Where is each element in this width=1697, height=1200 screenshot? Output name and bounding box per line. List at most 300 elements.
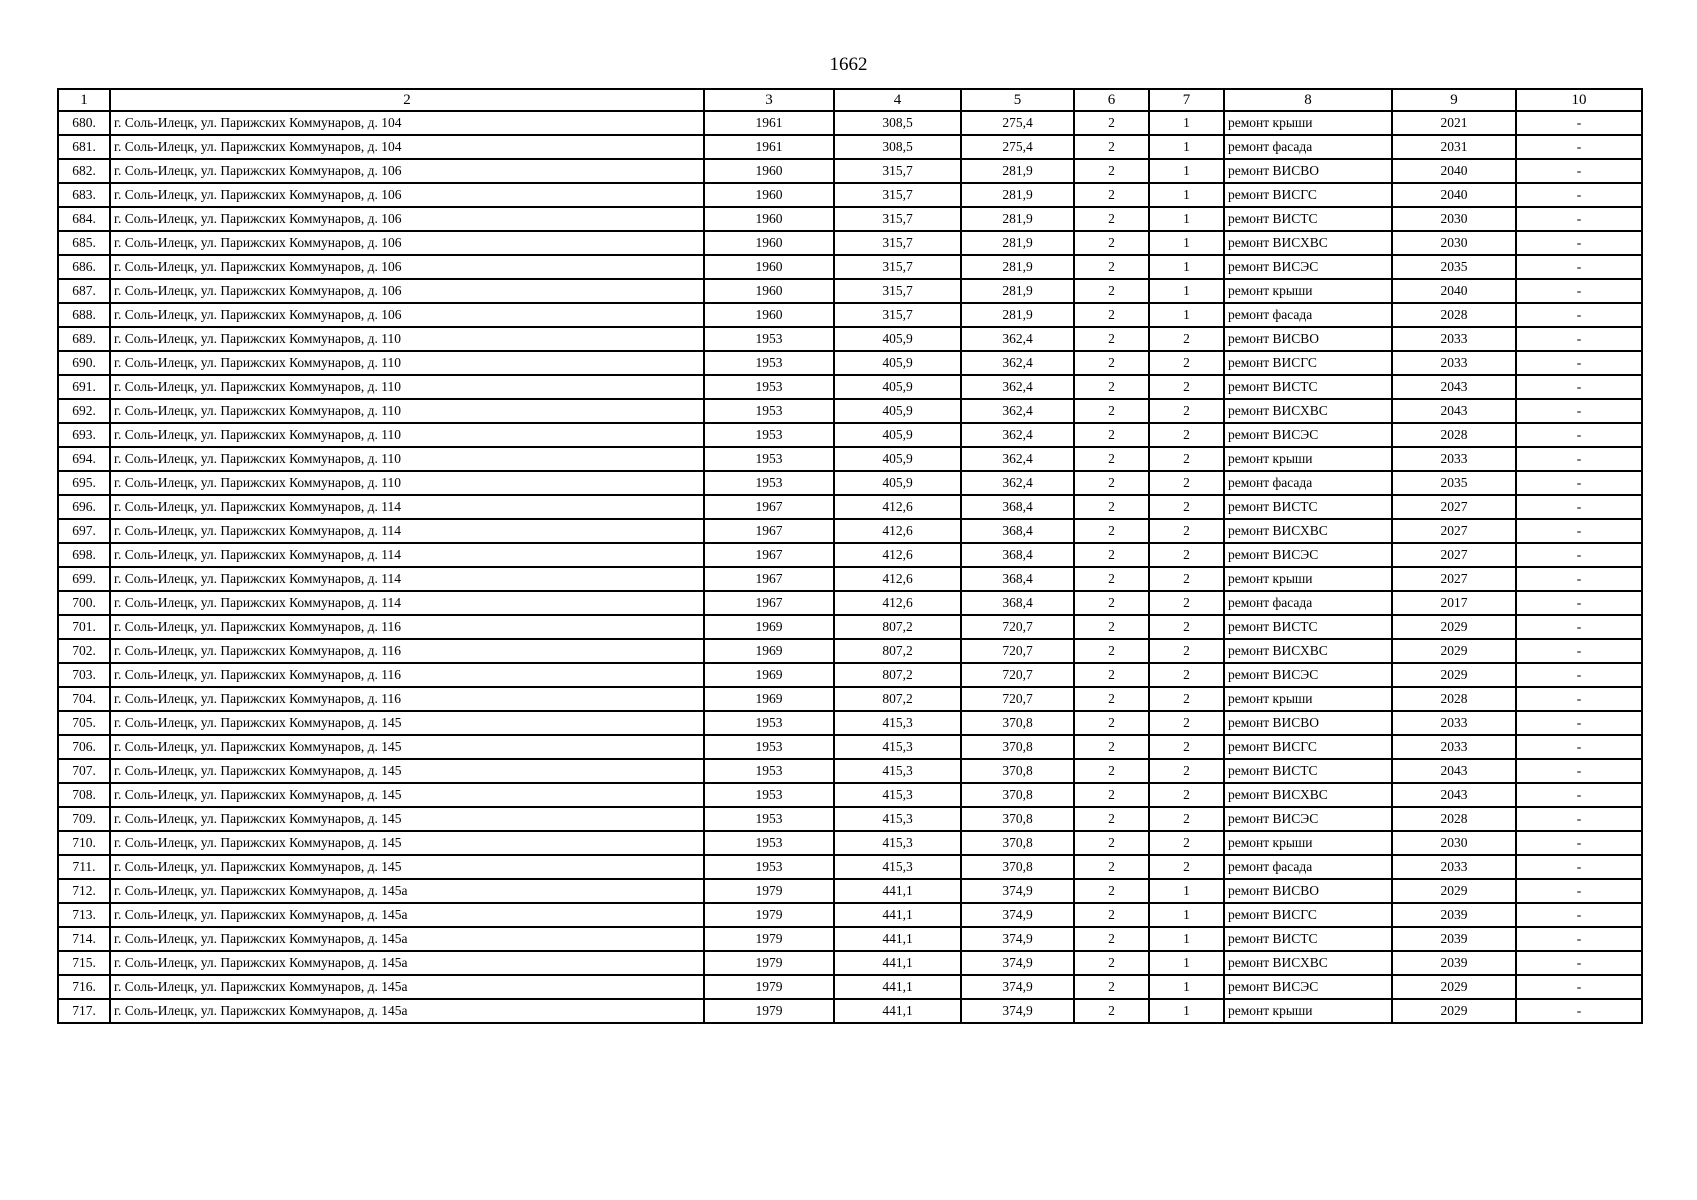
- planned-year-cell: 2040: [1392, 279, 1516, 303]
- row-number-cell: 680.: [58, 111, 110, 135]
- work-type-cell: ремонт ВИСГС: [1224, 735, 1392, 759]
- address-cell: г. Соль-Илецк, ул. Парижских Коммунаров, д. 114: [110, 567, 704, 591]
- work-type-cell: ремонт ВИСЭС: [1224, 807, 1392, 831]
- row-number-cell: 689.: [58, 327, 110, 351]
- living-area-cell: 374,9: [961, 951, 1074, 975]
- planned-year-cell: 2033: [1392, 351, 1516, 375]
- entrances-cell: 2: [1149, 543, 1224, 567]
- planned-year-cell: 2021: [1392, 111, 1516, 135]
- address-cell: г. Соль-Илецк, ул. Парижских Коммунаров, д. 106: [110, 231, 704, 255]
- work-type-cell: ремонт крыши: [1224, 999, 1392, 1023]
- entrances-cell: 2: [1149, 735, 1224, 759]
- entrances-cell: 2: [1149, 855, 1224, 879]
- column-header-8: 8: [1224, 89, 1392, 111]
- row-number-cell: 695.: [58, 471, 110, 495]
- address-cell: г. Соль-Илецк, ул. Парижских Коммунаров, д. 106: [110, 183, 704, 207]
- planned-year-cell: 2043: [1392, 399, 1516, 423]
- row-number-cell: 703.: [58, 663, 110, 687]
- floors-cell: 2: [1074, 351, 1149, 375]
- floors-cell: 2: [1074, 423, 1149, 447]
- planned-year-cell: 2033: [1392, 711, 1516, 735]
- work-type-cell: ремонт ВИСТС: [1224, 759, 1392, 783]
- floors-cell: 2: [1074, 639, 1149, 663]
- note-cell: -: [1516, 855, 1642, 879]
- floors-cell: 2: [1074, 255, 1149, 279]
- row-number-cell: 705.: [58, 711, 110, 735]
- table-row: [58, 591, 1642, 615]
- row-number-cell: 682.: [58, 159, 110, 183]
- floors-cell: 2: [1074, 591, 1149, 615]
- note-cell: -: [1516, 111, 1642, 135]
- year-built-cell: 1960: [704, 303, 834, 327]
- total-area-cell: 415,3: [834, 831, 961, 855]
- work-type-cell: ремонт крыши: [1224, 831, 1392, 855]
- address-cell: г. Соль-Илецк, ул. Парижских Коммунаров, д. 106: [110, 303, 704, 327]
- entrances-cell: 1: [1149, 903, 1224, 927]
- total-area-cell: 441,1: [834, 879, 961, 903]
- row-number-cell: 693.: [58, 423, 110, 447]
- column-header-9: 9: [1392, 89, 1516, 111]
- note-cell: -: [1516, 207, 1642, 231]
- year-built-cell: 1979: [704, 879, 834, 903]
- entrances-cell: 1: [1149, 255, 1224, 279]
- year-built-cell: 1967: [704, 591, 834, 615]
- total-area-cell: 807,2: [834, 663, 961, 687]
- planned-year-cell: 2033: [1392, 735, 1516, 759]
- entrances-cell: 2: [1149, 591, 1224, 615]
- total-area-cell: 315,7: [834, 207, 961, 231]
- year-built-cell: 1953: [704, 399, 834, 423]
- year-built-cell: 1953: [704, 375, 834, 399]
- total-area-cell: 405,9: [834, 471, 961, 495]
- floors-cell: 2: [1074, 783, 1149, 807]
- planned-year-cell: 2040: [1392, 159, 1516, 183]
- total-area-cell: 315,7: [834, 159, 961, 183]
- row-number-cell: 690.: [58, 351, 110, 375]
- entrances-cell: 2: [1149, 327, 1224, 351]
- floors-cell: 2: [1074, 135, 1149, 159]
- total-area-cell: 415,3: [834, 735, 961, 759]
- planned-year-cell: 2029: [1392, 879, 1516, 903]
- living-area-cell: 281,9: [961, 279, 1074, 303]
- planned-year-cell: 2039: [1392, 951, 1516, 975]
- year-built-cell: 1960: [704, 255, 834, 279]
- floors-cell: 2: [1074, 327, 1149, 351]
- total-area-cell: 315,7: [834, 303, 961, 327]
- living-area-cell: 281,9: [961, 207, 1074, 231]
- total-area-cell: 315,7: [834, 255, 961, 279]
- year-built-cell: 1960: [704, 159, 834, 183]
- work-type-cell: ремонт ВИСЭС: [1224, 975, 1392, 999]
- planned-year-cell: 2028: [1392, 303, 1516, 327]
- living-area-cell: 370,8: [961, 807, 1074, 831]
- table-row: [58, 231, 1642, 255]
- address-cell: г. Соль-Илецк, ул. Парижских Коммунаров, д. 145: [110, 759, 704, 783]
- planned-year-cell: 2031: [1392, 135, 1516, 159]
- total-area-cell: 412,6: [834, 519, 961, 543]
- total-area-cell: 405,9: [834, 327, 961, 351]
- living-area-cell: 368,4: [961, 567, 1074, 591]
- repair-schedule-table: [57, 88, 1643, 1024]
- note-cell: -: [1516, 951, 1642, 975]
- note-cell: -: [1516, 687, 1642, 711]
- year-built-cell: 1960: [704, 183, 834, 207]
- planned-year-cell: 2039: [1392, 903, 1516, 927]
- total-area-cell: 405,9: [834, 351, 961, 375]
- living-area-cell: 374,9: [961, 927, 1074, 951]
- floors-cell: 2: [1074, 375, 1149, 399]
- address-cell: г. Соль-Илецк, ул. Парижских Коммунаров, д. 116: [110, 663, 704, 687]
- row-number-cell: 696.: [58, 495, 110, 519]
- note-cell: -: [1516, 663, 1642, 687]
- planned-year-cell: 2028: [1392, 687, 1516, 711]
- planned-year-cell: 2030: [1392, 831, 1516, 855]
- entrances-cell: 1: [1149, 159, 1224, 183]
- floors-cell: 2: [1074, 999, 1149, 1023]
- floors-cell: 2: [1074, 207, 1149, 231]
- table-row: [58, 807, 1642, 831]
- living-area-cell: 370,8: [961, 759, 1074, 783]
- planned-year-cell: 2029: [1392, 639, 1516, 663]
- total-area-cell: 415,3: [834, 783, 961, 807]
- floors-cell: 2: [1074, 975, 1149, 999]
- note-cell: -: [1516, 423, 1642, 447]
- column-header-10: 10: [1516, 89, 1642, 111]
- row-number-cell: 694.: [58, 447, 110, 471]
- year-built-cell: 1960: [704, 231, 834, 255]
- planned-year-cell: 2029: [1392, 615, 1516, 639]
- work-type-cell: ремонт ВИСТС: [1224, 207, 1392, 231]
- planned-year-cell: 2039: [1392, 927, 1516, 951]
- total-area-cell: 405,9: [834, 423, 961, 447]
- table-row: [58, 711, 1642, 735]
- year-built-cell: 1953: [704, 831, 834, 855]
- address-cell: г. Соль-Илецк, ул. Парижских Коммунаров, д. 145а: [110, 999, 704, 1023]
- address-cell: г. Соль-Илецк, ул. Парижских Коммунаров, д. 145: [110, 831, 704, 855]
- floors-cell: 2: [1074, 759, 1149, 783]
- total-area-cell: 415,3: [834, 711, 961, 735]
- address-cell: г. Соль-Илецк, ул. Парижских Коммунаров, д. 114: [110, 519, 704, 543]
- table-row: [58, 687, 1642, 711]
- living-area-cell: 275,4: [961, 111, 1074, 135]
- floors-cell: 2: [1074, 231, 1149, 255]
- row-number-cell: 692.: [58, 399, 110, 423]
- entrances-cell: 2: [1149, 831, 1224, 855]
- work-type-cell: ремонт ВИСВО: [1224, 159, 1392, 183]
- year-built-cell: 1979: [704, 999, 834, 1023]
- total-area-cell: 405,9: [834, 399, 961, 423]
- address-cell: г. Соль-Илецк, ул. Парижских Коммунаров, д. 106: [110, 207, 704, 231]
- entrances-cell: 2: [1149, 567, 1224, 591]
- note-cell: -: [1516, 135, 1642, 159]
- floors-cell: 2: [1074, 159, 1149, 183]
- address-cell: г. Соль-Илецк, ул. Парижских Коммунаров, д. 110: [110, 327, 704, 351]
- table-row: [58, 567, 1642, 591]
- work-type-cell: ремонт ВИСГС: [1224, 183, 1392, 207]
- year-built-cell: 1953: [704, 855, 834, 879]
- note-cell: -: [1516, 759, 1642, 783]
- row-number-cell: 711.: [58, 855, 110, 879]
- table-row: [58, 855, 1642, 879]
- address-cell: г. Соль-Илецк, ул. Парижских Коммунаров, д. 106: [110, 279, 704, 303]
- row-number-cell: 700.: [58, 591, 110, 615]
- entrances-cell: 1: [1149, 183, 1224, 207]
- living-area-cell: 362,4: [961, 471, 1074, 495]
- note-cell: -: [1516, 735, 1642, 759]
- work-type-cell: ремонт ВИСГС: [1224, 351, 1392, 375]
- floors-cell: 2: [1074, 447, 1149, 471]
- table-row: [58, 303, 1642, 327]
- living-area-cell: 374,9: [961, 879, 1074, 903]
- page-number: 1662: [829, 54, 868, 75]
- total-area-cell: 415,3: [834, 807, 961, 831]
- row-number-cell: 691.: [58, 375, 110, 399]
- living-area-cell: 368,4: [961, 591, 1074, 615]
- work-type-cell: ремонт ВИСЭС: [1224, 663, 1392, 687]
- row-number-cell: 702.: [58, 639, 110, 663]
- row-number-cell: 685.: [58, 231, 110, 255]
- note-cell: -: [1516, 471, 1642, 495]
- planned-year-cell: 2033: [1392, 327, 1516, 351]
- table-row: [58, 399, 1642, 423]
- entrances-cell: 2: [1149, 783, 1224, 807]
- address-cell: г. Соль-Илецк, ул. Парижских Коммунаров, д. 145: [110, 807, 704, 831]
- planned-year-cell: 2030: [1392, 231, 1516, 255]
- note-cell: -: [1516, 591, 1642, 615]
- note-cell: -: [1516, 375, 1642, 399]
- entrances-cell: 2: [1149, 495, 1224, 519]
- entrances-cell: 1: [1149, 135, 1224, 159]
- total-area-cell: 441,1: [834, 927, 961, 951]
- table-row: [58, 831, 1642, 855]
- floors-cell: 2: [1074, 663, 1149, 687]
- entrances-cell: 2: [1149, 759, 1224, 783]
- planned-year-cell: 2033: [1392, 447, 1516, 471]
- planned-year-cell: 2029: [1392, 975, 1516, 999]
- row-number-cell: 708.: [58, 783, 110, 807]
- note-cell: -: [1516, 831, 1642, 855]
- year-built-cell: 1979: [704, 975, 834, 999]
- row-number-cell: 697.: [58, 519, 110, 543]
- note-cell: -: [1516, 519, 1642, 543]
- note-cell: -: [1516, 231, 1642, 255]
- table-row: [58, 903, 1642, 927]
- total-area-cell: 412,6: [834, 567, 961, 591]
- floors-cell: 2: [1074, 543, 1149, 567]
- table-row: [58, 159, 1642, 183]
- note-cell: -: [1516, 279, 1642, 303]
- total-area-cell: 412,6: [834, 591, 961, 615]
- note-cell: -: [1516, 783, 1642, 807]
- year-built-cell: 1979: [704, 951, 834, 975]
- living-area-cell: 281,9: [961, 159, 1074, 183]
- table-row: [58, 351, 1642, 375]
- entrances-cell: 2: [1149, 399, 1224, 423]
- living-area-cell: 281,9: [961, 183, 1074, 207]
- living-area-cell: 370,8: [961, 783, 1074, 807]
- planned-year-cell: 2027: [1392, 495, 1516, 519]
- row-number-cell: 704.: [58, 687, 110, 711]
- work-type-cell: ремонт ВИСВО: [1224, 711, 1392, 735]
- work-type-cell: ремонт ВИСТС: [1224, 927, 1392, 951]
- year-built-cell: 1969: [704, 615, 834, 639]
- year-built-cell: 1960: [704, 279, 834, 303]
- column-header-3: 3: [704, 89, 834, 111]
- year-built-cell: 1979: [704, 903, 834, 927]
- planned-year-cell: 2027: [1392, 543, 1516, 567]
- table-row: [58, 759, 1642, 783]
- column-header-1: 1: [58, 89, 110, 111]
- row-number-cell: 701.: [58, 615, 110, 639]
- note-cell: -: [1516, 543, 1642, 567]
- living-area-cell: 370,8: [961, 735, 1074, 759]
- note-cell: -: [1516, 999, 1642, 1023]
- year-built-cell: 1953: [704, 327, 834, 351]
- total-area-cell: 441,1: [834, 975, 961, 999]
- year-built-cell: 1960: [704, 207, 834, 231]
- row-number-cell: 684.: [58, 207, 110, 231]
- note-cell: -: [1516, 615, 1642, 639]
- total-area-cell: 807,2: [834, 615, 961, 639]
- table-row: [58, 327, 1642, 351]
- work-type-cell: ремонт крыши: [1224, 567, 1392, 591]
- entrances-cell: 2: [1149, 519, 1224, 543]
- entrances-cell: 2: [1149, 615, 1224, 639]
- note-cell: -: [1516, 351, 1642, 375]
- floors-cell: 2: [1074, 615, 1149, 639]
- work-type-cell: ремонт крыши: [1224, 111, 1392, 135]
- address-cell: г. Соль-Илецк, ул. Парижских Коммунаров, д. 145а: [110, 903, 704, 927]
- entrances-cell: 2: [1149, 375, 1224, 399]
- address-cell: г. Соль-Илецк, ул. Парижских Коммунаров, д. 145: [110, 855, 704, 879]
- work-type-cell: ремонт фасада: [1224, 471, 1392, 495]
- planned-year-cell: 2043: [1392, 375, 1516, 399]
- note-cell: -: [1516, 567, 1642, 591]
- row-number-cell: 713.: [58, 903, 110, 927]
- living-area-cell: 720,7: [961, 663, 1074, 687]
- row-number-cell: 686.: [58, 255, 110, 279]
- floors-cell: 2: [1074, 183, 1149, 207]
- column-header-4: 4: [834, 89, 961, 111]
- address-cell: г. Соль-Илецк, ул. Парижских Коммунаров, д. 116: [110, 687, 704, 711]
- table-row: [58, 543, 1642, 567]
- table-row: [58, 519, 1642, 543]
- table-row: [58, 999, 1642, 1023]
- year-built-cell: 1969: [704, 687, 834, 711]
- column-header-7: 7: [1149, 89, 1224, 111]
- total-area-cell: 308,5: [834, 111, 961, 135]
- address-cell: г. Соль-Илецк, ул. Парижских Коммунаров, д. 110: [110, 351, 704, 375]
- note-cell: -: [1516, 159, 1642, 183]
- row-number-cell: 717.: [58, 999, 110, 1023]
- address-cell: г. Соль-Илецк, ул. Парижских Коммунаров, д. 145а: [110, 951, 704, 975]
- table-row: [58, 879, 1642, 903]
- floors-cell: 2: [1074, 303, 1149, 327]
- year-built-cell: 1967: [704, 567, 834, 591]
- work-type-cell: ремонт крыши: [1224, 687, 1392, 711]
- address-cell: г. Соль-Илецк, ул. Парижских Коммунаров, д. 106: [110, 255, 704, 279]
- work-type-cell: ремонт ВИСХВС: [1224, 783, 1392, 807]
- address-cell: г. Соль-Илецк, ул. Парижских Коммунаров, д. 116: [110, 615, 704, 639]
- floors-cell: 2: [1074, 111, 1149, 135]
- living-area-cell: 374,9: [961, 903, 1074, 927]
- table-row: [58, 471, 1642, 495]
- entrances-cell: 2: [1149, 351, 1224, 375]
- address-cell: г. Соль-Илецк, ул. Парижских Коммунаров, д. 145а: [110, 975, 704, 999]
- work-type-cell: ремонт ВИСТС: [1224, 495, 1392, 519]
- total-area-cell: 315,7: [834, 231, 961, 255]
- work-type-cell: ремонт ВИСГС: [1224, 903, 1392, 927]
- living-area-cell: 374,9: [961, 975, 1074, 999]
- entrances-cell: 2: [1149, 687, 1224, 711]
- address-cell: г. Соль-Илецк, ул. Парижских Коммунаров, д. 145: [110, 711, 704, 735]
- row-number-cell: 681.: [58, 135, 110, 159]
- planned-year-cell: 2027: [1392, 567, 1516, 591]
- address-cell: г. Соль-Илецк, ул. Парижских Коммунаров, д. 110: [110, 399, 704, 423]
- note-cell: -: [1516, 303, 1642, 327]
- year-built-cell: 1953: [704, 807, 834, 831]
- entrances-cell: 1: [1149, 951, 1224, 975]
- floors-cell: 2: [1074, 951, 1149, 975]
- row-number-cell: 698.: [58, 543, 110, 567]
- table-header: [58, 89, 1642, 111]
- address-cell: г. Соль-Илецк, ул. Парижских Коммунаров, д. 145: [110, 735, 704, 759]
- planned-year-cell: 2033: [1392, 855, 1516, 879]
- row-number-cell: 687.: [58, 279, 110, 303]
- work-type-cell: ремонт ВИСЭС: [1224, 255, 1392, 279]
- living-area-cell: 370,8: [961, 855, 1074, 879]
- total-area-cell: 415,3: [834, 759, 961, 783]
- total-area-cell: 412,6: [834, 543, 961, 567]
- year-built-cell: 1953: [704, 759, 834, 783]
- note-cell: -: [1516, 903, 1642, 927]
- floors-cell: 2: [1074, 687, 1149, 711]
- entrances-cell: 1: [1149, 207, 1224, 231]
- living-area-cell: 720,7: [961, 639, 1074, 663]
- year-built-cell: 1967: [704, 495, 834, 519]
- table-row: [58, 975, 1642, 999]
- living-area-cell: 368,4: [961, 495, 1074, 519]
- living-area-cell: 281,9: [961, 303, 1074, 327]
- planned-year-cell: 2043: [1392, 759, 1516, 783]
- floors-cell: 2: [1074, 855, 1149, 879]
- entrances-cell: 2: [1149, 447, 1224, 471]
- row-number-cell: 712.: [58, 879, 110, 903]
- table-body: [58, 111, 1642, 1023]
- table-row: [58, 111, 1642, 135]
- year-built-cell: 1961: [704, 111, 834, 135]
- entrances-cell: 2: [1149, 711, 1224, 735]
- living-area-cell: 281,9: [961, 255, 1074, 279]
- address-cell: г. Соль-Илецк, ул. Парижских Коммунаров, д. 145а: [110, 879, 704, 903]
- living-area-cell: 370,8: [961, 831, 1074, 855]
- note-cell: -: [1516, 183, 1642, 207]
- floors-cell: 2: [1074, 711, 1149, 735]
- planned-year-cell: 2029: [1392, 999, 1516, 1023]
- entrances-cell: 1: [1149, 303, 1224, 327]
- floors-cell: 2: [1074, 735, 1149, 759]
- work-type-cell: ремонт ВИСВО: [1224, 327, 1392, 351]
- address-cell: г. Соль-Илецк, ул. Парижских Коммунаров, д. 104: [110, 135, 704, 159]
- total-area-cell: 441,1: [834, 999, 961, 1023]
- table-row: [58, 495, 1642, 519]
- work-type-cell: ремонт фасада: [1224, 303, 1392, 327]
- floors-cell: 2: [1074, 879, 1149, 903]
- table-row: [58, 207, 1642, 231]
- address-cell: г. Соль-Илецк, ул. Парижских Коммунаров, д. 114: [110, 543, 704, 567]
- address-cell: г. Соль-Илецк, ул. Парижских Коммунаров, д. 104: [110, 111, 704, 135]
- work-type-cell: ремонт ВИСТС: [1224, 615, 1392, 639]
